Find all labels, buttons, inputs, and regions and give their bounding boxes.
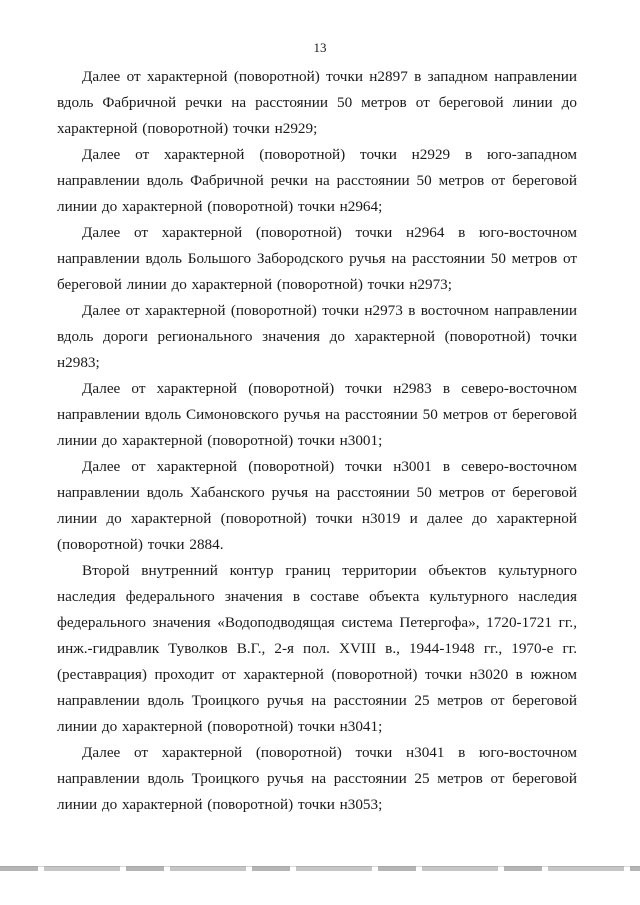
paragraph: Далее от характерной (поворотной) точки н2929 в юго-западном направлении вдоль Фабричной речки на расстоянии 50 метров от береговой линии до характерной (поворотной) точки н2964;: [57, 146, 577, 215]
scan-edge-line: [0, 866, 640, 871]
paragraph: Далее от характерной (поворотной) точки н2983 в северо-восточном направлении вдоль Симоновского ручья на расстоянии 50 метров от береговой линии до характерной (поворотной) точки н3001;: [57, 380, 577, 449]
paragraph: Второй внутренний контур границ территории объектов культурного наследия федерального значения в составе объекта культурного наследия федерального значения «Водоподводящая система Петергофа», 1720-1721 гг., инж.-гидравлик Туволков В.Г., 2-я пол. XVIII в., 1944-1948 гг., 1970-е гг. (реставрация) проходит от характерной (поворотной) точки н3020 в южном направлении вдоль Троицкого ручья на расстоянии 25 метров от береговой линии до характерной (поворотной) точки н3041;: [57, 562, 577, 735]
paragraph: Далее от характерной (поворотной) точки н2964 в юго-восточном направлении вдоль Большого Забородского ручья на расстоянии 50 метров от береговой линии до характерной (поворотной) точки н2973;: [57, 224, 577, 293]
paragraph: Далее от характерной (поворотной) точки н2973 в восточном направлении вдоль дороги регионального значения до характерной (поворотной) точки н2983;: [57, 302, 577, 371]
paragraph: Далее от характерной (поворотной) точки н2897 в западном направлении вдоль Фабричной речки на расстоянии 50 метров от береговой линии до характерной (поворотной) точки н2929;: [57, 68, 577, 137]
paragraph: Далее от характерной (поворотной) точки н3041 в юго-восточном направлении вдоль Троицкого ручья на расстоянии 25 метров от береговой линии до характерной (поворотной) точки н3053;: [57, 744, 577, 813]
document-body: [57, 64, 577, 818]
paragraph: Далее от характерной (поворотной) точки н3001 в северо-восточном направлении вдоль Хабанского ручья на расстоянии 50 метров от береговой линии до характерной (поворотной) точки н3019 и далее до характерной (поворотной) точки 2884.: [57, 458, 577, 553]
page-number: 13: [313, 40, 327, 55]
